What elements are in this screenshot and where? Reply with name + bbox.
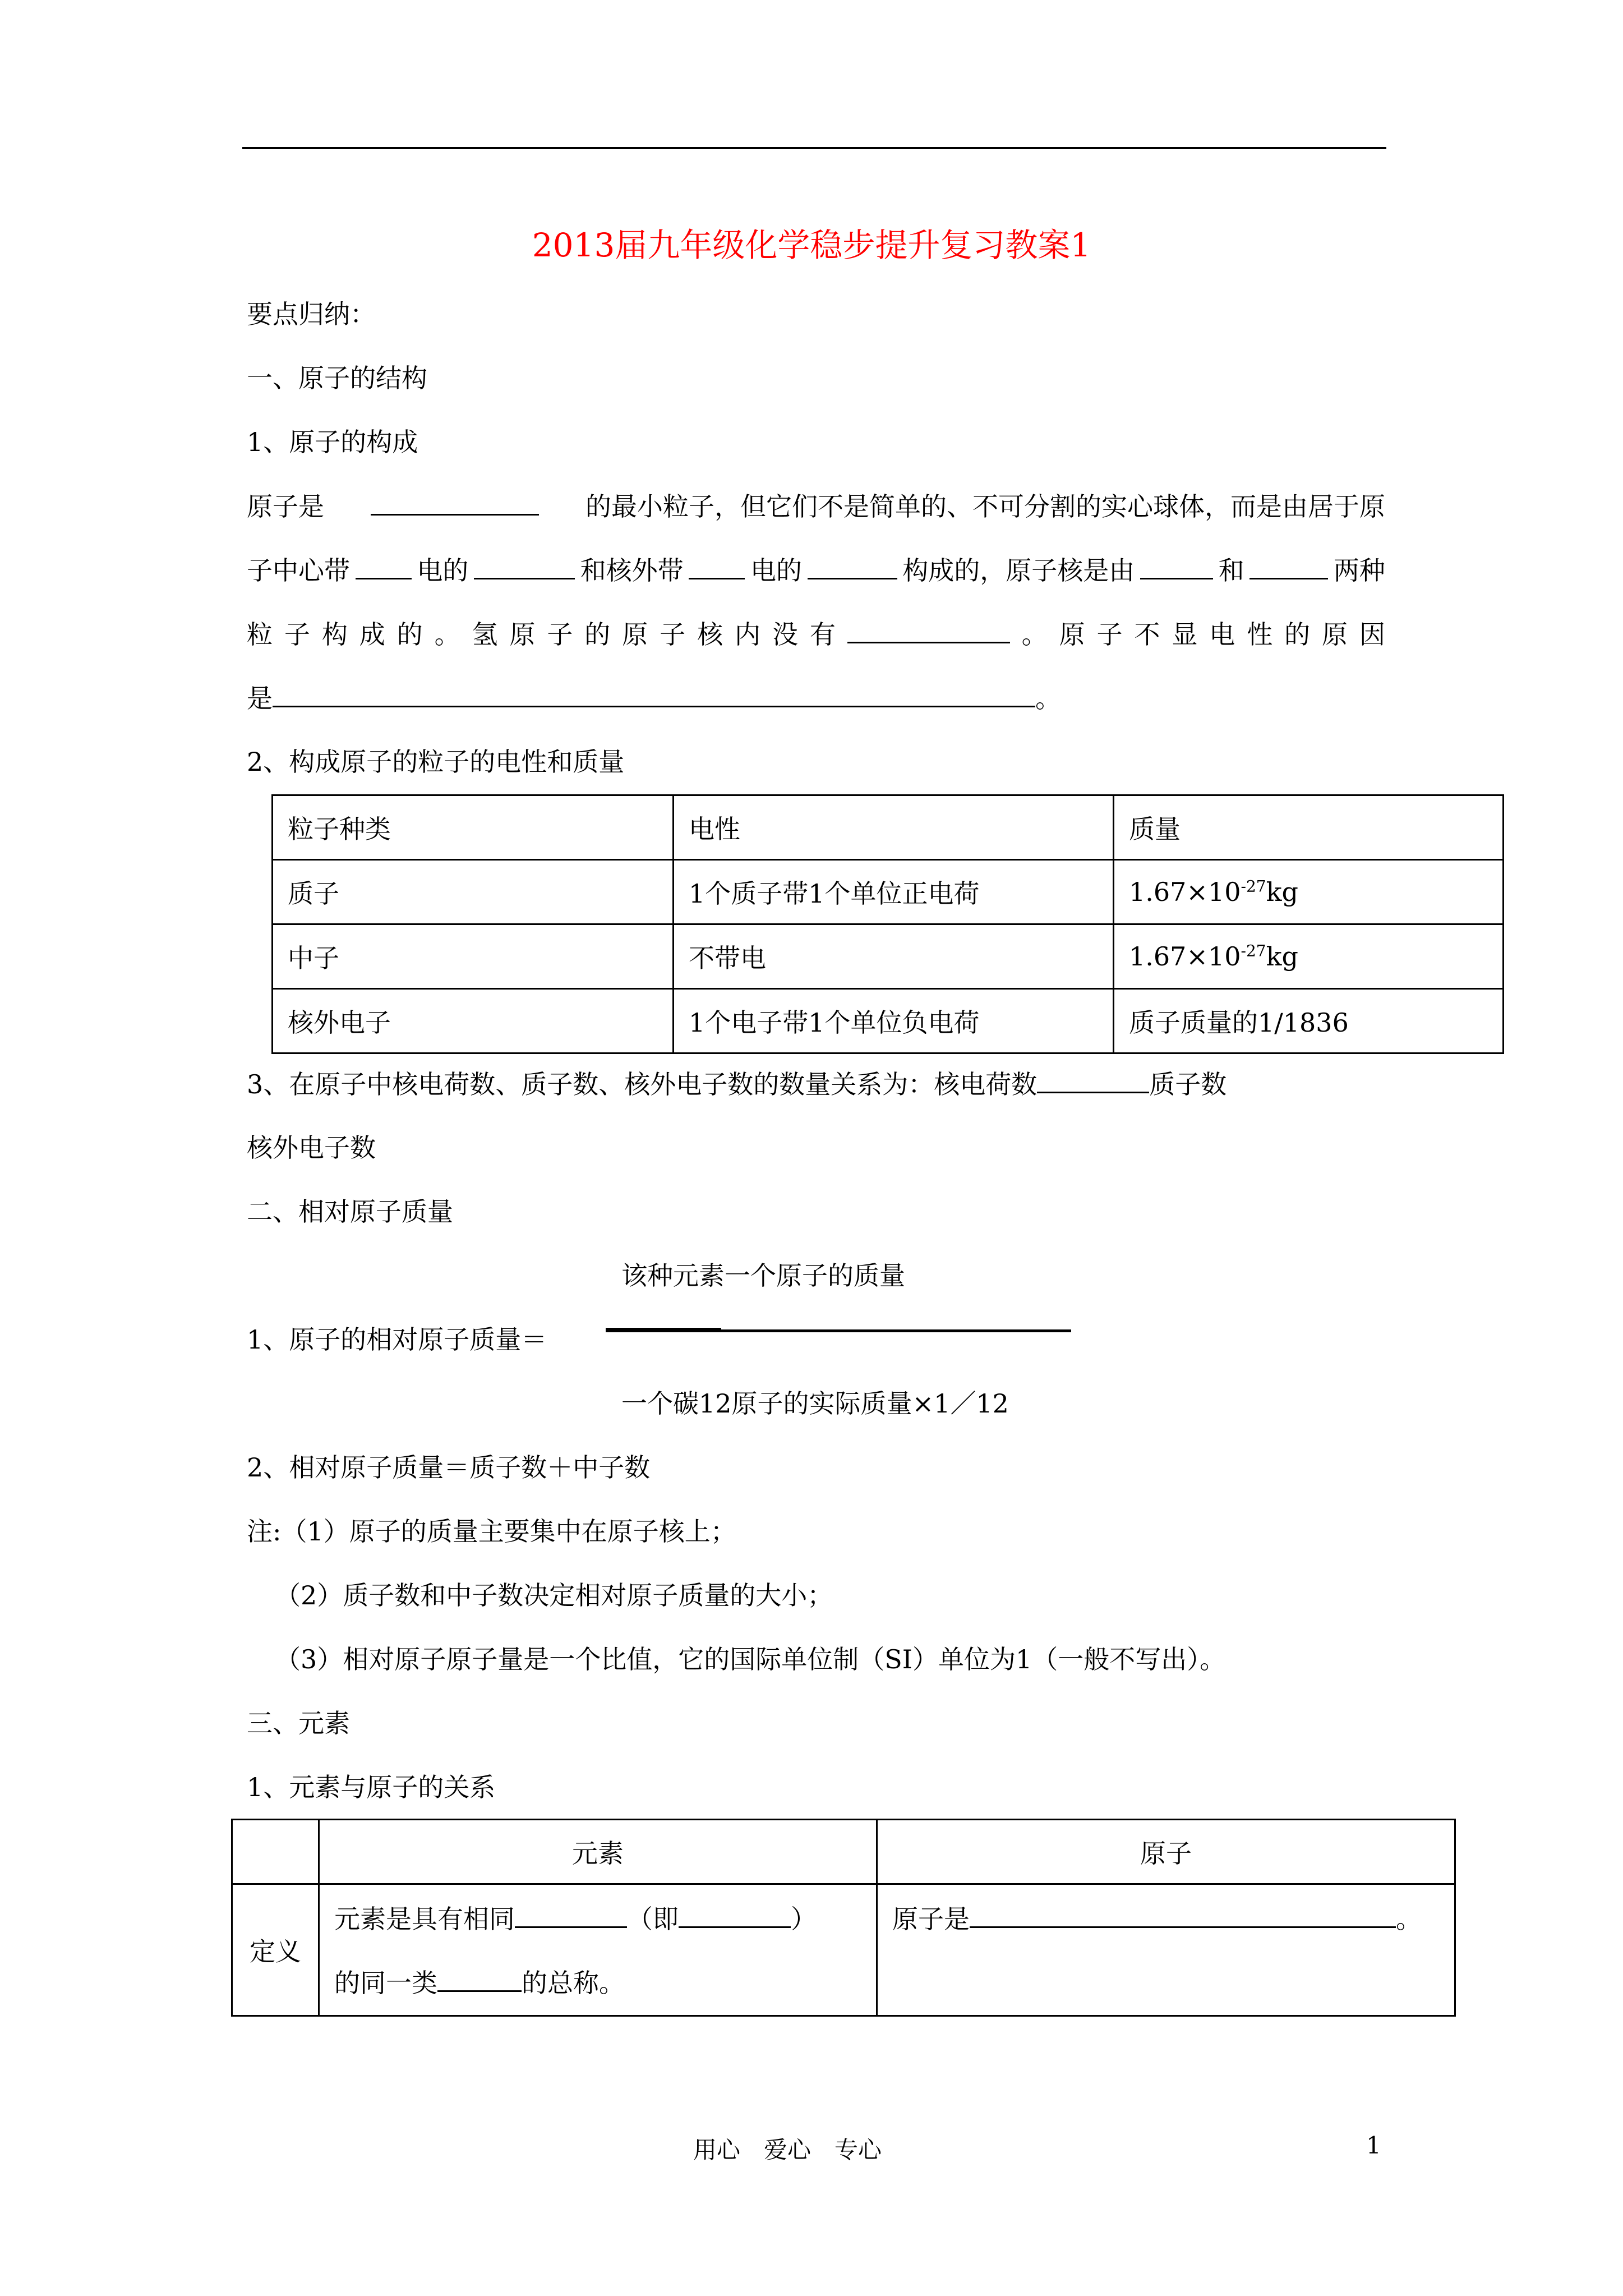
table-header-row xyxy=(232,1820,1455,1884)
table-row xyxy=(273,924,1504,989)
summary-label: 要点归纳： xyxy=(247,299,376,329)
table-header: 质量 xyxy=(1114,795,1504,860)
mass-exponent: -27 xyxy=(1241,877,1266,896)
page-number: 1 xyxy=(1366,2132,1381,2159)
table-header xyxy=(232,1820,319,1884)
paragraph-line-3 xyxy=(247,617,1385,651)
paragraph-line-2 xyxy=(247,553,1385,587)
table-cell: 质子 xyxy=(273,860,674,924)
formula-label: 1、原子的相对原子质量＝ xyxy=(247,1324,547,1355)
section2-heading: 二、相对原子质量 xyxy=(247,1197,453,1227)
char: 子 xyxy=(547,619,573,650)
particle-table xyxy=(271,794,1504,1054)
fill-blank xyxy=(474,553,575,579)
char: 不 xyxy=(1134,619,1160,650)
char: 的 xyxy=(396,619,423,650)
text: 和核外带 xyxy=(580,555,684,586)
char: 电 xyxy=(1209,619,1235,650)
fill-blank xyxy=(808,553,897,579)
fill-blank xyxy=(437,1966,522,1992)
text: 构成的，原子核是由 xyxy=(902,555,1135,586)
footer-motto: 用心 爱心 专心 xyxy=(693,2136,882,2164)
fill-blank xyxy=(515,1902,627,1928)
element-definition-cell xyxy=(319,1884,877,2016)
element-def-line-1 xyxy=(334,1887,861,1951)
char: 原 xyxy=(509,619,536,650)
text: 两种 xyxy=(1333,555,1385,586)
text: 的总称。 xyxy=(522,1968,625,1998)
header-rule xyxy=(242,147,1386,149)
table-cell: 1个电子带1个单位负电荷 xyxy=(674,989,1114,1053)
char: 成 xyxy=(359,619,385,650)
char: 粒 xyxy=(247,619,273,650)
section3-sub1: 1、元素与原子的关系 xyxy=(247,1772,496,1802)
row-label: 定义 xyxy=(232,1884,319,2016)
text: 是 xyxy=(247,683,273,714)
fill-blank xyxy=(679,1902,791,1928)
table-header-row xyxy=(273,795,1504,860)
char: 没 xyxy=(772,619,798,650)
atom-def-line xyxy=(892,1887,1440,1951)
mass-exponent: -27 xyxy=(1241,941,1266,960)
text: 电的 xyxy=(417,555,469,586)
char: 显 xyxy=(1172,619,1198,650)
table-row xyxy=(232,1884,1455,2016)
table-cell xyxy=(1114,860,1504,924)
text: 的最小粒子，但它们不是简单的、不可分割的实心球体，而是由居于原 xyxy=(585,491,1385,522)
table-cell: 中子 xyxy=(273,924,674,989)
note-1: 注:（1）原子的质量主要集中在原子核上； xyxy=(247,1516,736,1547)
text: 质子数 xyxy=(1149,1069,1227,1099)
fill-blank xyxy=(273,681,1035,707)
text: 原子是 xyxy=(892,1904,970,1934)
fraction-bar-accent xyxy=(606,1328,721,1332)
text: 3、在原子中核电荷数、质子数、核外电子数的数量关系为：核电荷数 xyxy=(247,1069,1038,1099)
section2-sub2: 2、相对原子质量＝质子数＋中子数 xyxy=(247,1452,651,1483)
section1-heading: 一、原子的结构 xyxy=(247,363,427,393)
section1-sub2: 2、构成原子的粒子的电性和质量 xyxy=(247,747,625,777)
paragraph-line-4 xyxy=(247,681,1061,715)
char: 子 xyxy=(1096,619,1123,650)
char: 有 xyxy=(809,619,836,650)
table-header: 电性 xyxy=(674,795,1114,860)
char: 构 xyxy=(321,619,348,650)
mass-unit: kg xyxy=(1266,877,1298,907)
table-header: 元素 xyxy=(319,1820,877,1884)
text: 原子是 xyxy=(247,491,324,522)
text: （即 xyxy=(627,1904,679,1934)
table-cell: 核外电子 xyxy=(273,989,674,1053)
char: 的 xyxy=(584,619,611,650)
text: 。 xyxy=(1396,1904,1422,1934)
mass-unit: kg xyxy=(1266,941,1298,972)
fill-blank xyxy=(970,1902,1396,1928)
note-2: （2）质子数和中子数决定相对原子质量的大小； xyxy=(275,1580,833,1611)
char: 原 xyxy=(1322,619,1348,650)
char: 原 xyxy=(1059,619,1085,650)
section3-heading: 三、元素 xyxy=(247,1708,350,1738)
char: 因 xyxy=(1359,619,1385,650)
paragraph-line-1 xyxy=(247,489,1385,523)
fill-blank xyxy=(847,617,1010,643)
element-atom-table xyxy=(231,1819,1456,2017)
text: 和 xyxy=(1218,555,1244,586)
table-row xyxy=(273,860,1504,924)
fill-blank xyxy=(356,553,412,579)
char: 子 xyxy=(284,619,310,650)
page-title: 2013届九年级化学稳步提升复习教案1 xyxy=(532,226,1091,264)
atom-definition-cell xyxy=(877,1884,1455,2016)
table-cell: 1个质子带1个单位正电荷 xyxy=(674,860,1114,924)
text: 元素是具有相同 xyxy=(334,1904,515,1934)
char: 内 xyxy=(734,619,760,650)
char: 的 xyxy=(1284,619,1311,650)
formula-denominator: 一个碳12原子的实际质量×1／12 xyxy=(621,1388,1009,1419)
char: 性 xyxy=(1247,619,1273,650)
fill-blank xyxy=(371,489,539,516)
char: 核 xyxy=(697,619,723,650)
char: 。 xyxy=(1021,619,1048,650)
formula-numerator: 该种元素一个原子的质量 xyxy=(621,1260,905,1291)
text: 的同一类 xyxy=(334,1968,437,1998)
table-cell: 不带电 xyxy=(674,924,1114,989)
fill-blank xyxy=(1249,553,1328,579)
table-row xyxy=(273,989,1504,1053)
text: 。 xyxy=(1035,683,1061,714)
element-def-line-2 xyxy=(334,1951,861,2015)
char: 子 xyxy=(660,619,686,650)
char: 。 xyxy=(434,619,460,650)
fill-blank xyxy=(1140,553,1213,579)
mass-base: 1.67×10 xyxy=(1129,877,1241,907)
text: 电的 xyxy=(750,555,802,586)
note-3: （3）相对原子原子量是一个比值，它的国际单位制（SI）单位为1（一般不写出）。 xyxy=(275,1644,1226,1674)
section1-sub3 xyxy=(247,1067,1227,1101)
table-header: 原子 xyxy=(877,1820,1455,1884)
section1-sub1: 1、原子的构成 xyxy=(247,427,418,457)
fill-blank xyxy=(689,553,745,579)
text: ） xyxy=(791,1904,817,1934)
mass-base: 1.67×10 xyxy=(1129,941,1241,972)
text: 子中心带 xyxy=(247,555,350,586)
char: 氢 xyxy=(472,619,498,650)
fill-blank xyxy=(1037,1067,1149,1093)
table-header: 粒子种类 xyxy=(273,795,674,860)
table-cell: 质子质量的1/1836 xyxy=(1114,989,1504,1053)
char: 原 xyxy=(622,619,648,650)
table-cell xyxy=(1114,924,1504,989)
section1-sub3-cont: 核外电子数 xyxy=(247,1133,376,1163)
